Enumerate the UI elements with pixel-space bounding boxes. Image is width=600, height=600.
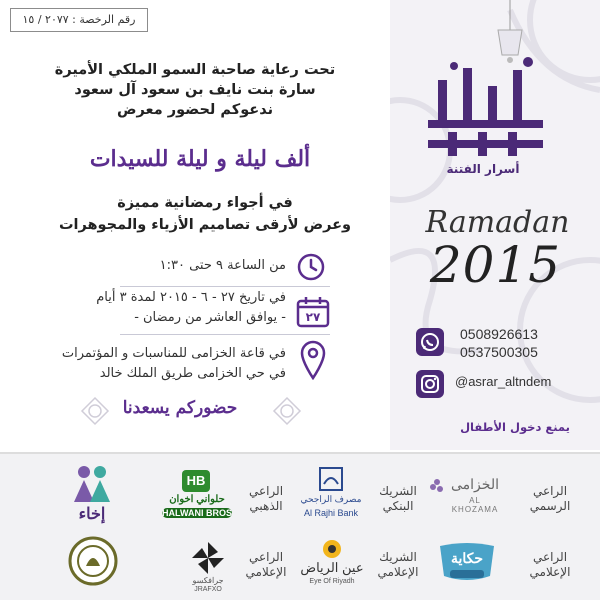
hekaya-logo bbox=[432, 540, 502, 590]
sponsor-label-media-partner: الشريك الإعلامي bbox=[377, 550, 419, 579]
sponsor-logo-ar: الخزامى bbox=[451, 476, 499, 492]
no-children-notice: يمنع دخول الأطفال bbox=[460, 420, 570, 434]
halwani-logo bbox=[160, 470, 234, 524]
logo-text: أسرار الفتنة bbox=[446, 162, 520, 176]
clock-icon bbox=[296, 252, 326, 282]
description-line-2: وعرض لأرقى تصاميم الأزياء والمجوهرات bbox=[58, 217, 352, 233]
whatsapp-icon bbox=[416, 328, 444, 356]
bank-logo-icon bbox=[296, 466, 366, 494]
sponsor-logo-ar: حلواني اخوان bbox=[169, 494, 225, 505]
sponsor-logo-en: Eye Of Riyadh bbox=[309, 578, 355, 585]
time-text: من الساعة ٩ حتى ١:٣٠ bbox=[159, 258, 286, 273]
license-number: رقم الرخصة : ٢٠٧٧ / ١٥ bbox=[10, 8, 148, 32]
sponsors-section bbox=[0, 452, 600, 600]
pinwheel-icon bbox=[180, 540, 236, 576]
location-pin-icon bbox=[300, 340, 326, 380]
welcome-text: حضوركم يسعدنا bbox=[122, 398, 238, 418]
date-text bbox=[80, 288, 286, 328]
jrafxo-logo bbox=[180, 540, 236, 596]
sponsor-label-gold: الراعي الذهبي bbox=[248, 484, 284, 513]
sponsor-label-media: الراعي الإعلامي bbox=[529, 550, 571, 579]
sponsor-label-official: الراعي الرسمي bbox=[529, 484, 571, 513]
venue-line-1: في قاعة الخزامى للمناسبات و المؤتمرات bbox=[61, 346, 286, 361]
brand-logo bbox=[408, 40, 558, 190]
sponsor-logo-en: AL KHOZAMA bbox=[451, 496, 499, 514]
date-line-1: في تاريخ ٢٧ - ٦ - ٢٠١٥ لمدة ٣ أيام bbox=[96, 290, 286, 305]
divider bbox=[120, 286, 330, 287]
seal-icon bbox=[68, 536, 118, 586]
description-line-1: في أجواء رمضانية مميزة bbox=[117, 195, 293, 211]
patron-line-2: سارة بنت نايف بن سعود آل سعود bbox=[74, 82, 316, 98]
sponsor-logo-ar: إخاء bbox=[78, 506, 106, 523]
year-heading: 2015 bbox=[429, 236, 562, 294]
halwani-badge: HB bbox=[182, 470, 210, 492]
sponsor-label-media-2: الراعي الإعلامي bbox=[245, 550, 287, 579]
event-description bbox=[40, 192, 370, 236]
divider bbox=[120, 334, 330, 335]
event-title: ألف ليلة و ليلة للسيدات bbox=[89, 146, 311, 172]
sponsor-label-bank: الشريك البنكي bbox=[379, 484, 417, 513]
sponsor-logo-ar: حكاية bbox=[450, 550, 484, 566]
venue-line-2: في حي الخزامى طريق الملك خالد bbox=[99, 366, 286, 381]
society-seal-logo bbox=[68, 536, 118, 586]
instagram-handle[interactable]: @asrar_altndem bbox=[455, 374, 552, 389]
ornament-icon bbox=[272, 396, 302, 426]
ramadan-heading: Ramadan bbox=[425, 205, 570, 240]
date-line-2: - يوافق العاشر من رمضان - bbox=[134, 310, 286, 325]
sponsor-logo-en: JRAFXO bbox=[194, 586, 222, 593]
instagram-icon bbox=[416, 370, 444, 398]
venue-text bbox=[60, 344, 286, 384]
calendar-number: ٢٧ bbox=[305, 310, 321, 324]
eye-of-riyadh-logo bbox=[296, 538, 368, 594]
sponsor-logo-ar: عين الرياض bbox=[300, 560, 364, 575]
patronage-text bbox=[10, 60, 380, 120]
sponsor-logo-en: Al Rajhi Bank bbox=[303, 508, 359, 518]
phone-number-2[interactable]: 0537500305 bbox=[460, 344, 538, 360]
patron-line-3: ندعوكم لحضور معرض bbox=[116, 102, 274, 118]
eye-icon bbox=[296, 538, 368, 560]
phone-number-1[interactable]: 0508926613 bbox=[460, 326, 538, 342]
al-rajhi-logo bbox=[296, 466, 366, 522]
patron-line-1: تحت رعاية صاحبة السمو الملكي الأميرة bbox=[54, 62, 336, 78]
ikha-logo bbox=[62, 464, 122, 528]
people-icon bbox=[62, 464, 122, 504]
sponsor-logo-ar: مصرف الراجحي bbox=[300, 494, 362, 504]
sponsor-logo-ar: جرافكسو bbox=[192, 576, 224, 585]
sponsor-logo-en: HALWANI BROS bbox=[162, 508, 233, 518]
al-khozama-logo bbox=[425, 472, 505, 520]
